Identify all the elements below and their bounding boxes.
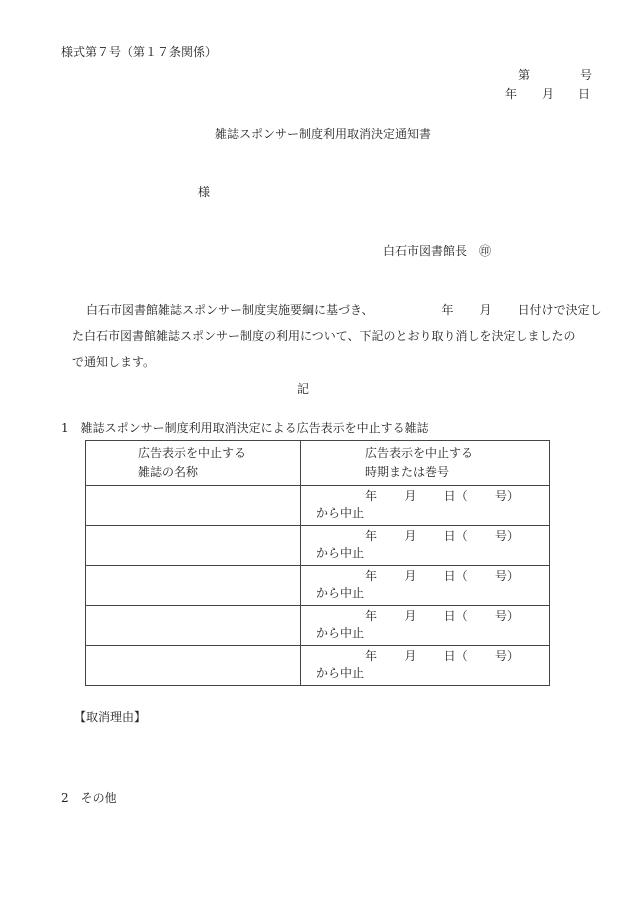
stop-text: から中止 (316, 546, 365, 560)
magazine-name-cell (86, 566, 301, 606)
date-year-label: 年 (365, 529, 378, 543)
page-title: 雑誌スポンサー制度利用取消決定通知書 (215, 127, 432, 141)
table-row (86, 606, 550, 646)
date-month-label: 月 (404, 609, 417, 623)
stop-text: から中止 (316, 666, 365, 680)
issue-number-label: 号） (494, 489, 519, 503)
date-year-label: 年 (365, 649, 378, 663)
date-day-label: 日（ (443, 649, 468, 663)
date-year: 年 (505, 87, 518, 101)
stop-period-cell (301, 566, 550, 606)
col2-header (301, 441, 550, 486)
table-row (86, 526, 550, 566)
body-line1-month: 月 (479, 303, 492, 317)
date-month-label: 月 (404, 529, 417, 543)
date-month-label: 月 (404, 569, 417, 583)
stop-period-cell (301, 646, 550, 686)
body-line1-a: 白石市図書館雑誌スポンサー制度実施要綱に基づき、 (86, 303, 374, 317)
date-day: 日 (578, 87, 591, 101)
col2-header-line1: 広告表示を中止する (365, 446, 474, 460)
body-paragraph (72, 297, 602, 375)
table-header-row (86, 441, 550, 486)
table-row (86, 566, 550, 606)
body-line3: で通知します。 (72, 355, 156, 369)
col1-header-line2: 雑誌の名称 (138, 465, 199, 479)
issue-number-label: 号） (494, 609, 519, 623)
body-line1-year: 年 (441, 303, 454, 317)
date-month: 月 (542, 87, 555, 101)
col2-header-line2: 時期または巻号 (365, 465, 450, 479)
stop-period-cell (301, 526, 550, 566)
stop-period-cell (301, 606, 550, 646)
date-day-label: 日（ (443, 609, 468, 623)
date-day-label: 日（ (443, 569, 468, 583)
issuer: 白石市図書館長 ㊞ (383, 244, 492, 258)
date-month-label: 月 (404, 489, 417, 503)
date-year-label: 年 (365, 569, 378, 583)
stop-period-cell (301, 486, 550, 526)
section2-heading: 2 その他 (61, 791, 117, 805)
issue-number-label: 号） (494, 569, 519, 583)
body-line1-b: 日付けで決定し (517, 303, 602, 317)
addressee-suffix: 様 (198, 185, 211, 199)
magazine-name-cell (86, 526, 301, 566)
form-label: 様式第７号（第１７条関係） (61, 45, 218, 59)
date-day-label: 日（ (443, 489, 468, 503)
magazine-name-cell (86, 486, 301, 526)
col1-header-line1: 広告表示を中止する (138, 446, 247, 460)
cancel-reason-label: 【取消理由】 (74, 710, 147, 724)
doc-number-dai: 第 (518, 68, 531, 82)
date-year-label: 年 (365, 489, 378, 503)
magazine-name-cell (86, 646, 301, 686)
table-row (86, 486, 550, 526)
date-year-label: 年 (365, 609, 378, 623)
doc-number-go: 号 (580, 68, 593, 82)
section1-heading: 1 雑誌スポンサー制度利用取消決定による広告表示を中止する雑誌 (61, 421, 429, 435)
stop-text: から中止 (316, 626, 365, 640)
issue-number-label: 号） (494, 649, 519, 663)
issue-number-label: 号） (494, 529, 519, 543)
body-line2: た白石市図書館雑誌スポンサー制度の利用について、下記のとおり取り消しを決定しましたの (72, 329, 576, 343)
magazine-table (85, 440, 550, 686)
table-row (86, 646, 550, 686)
date-month-label: 月 (404, 649, 417, 663)
col1-header (86, 441, 301, 486)
stop-text: から中止 (316, 586, 365, 600)
date-day-label: 日（ (443, 529, 468, 543)
ki-heading: 記 (297, 382, 310, 396)
stop-text: から中止 (316, 506, 365, 520)
magazine-name-cell (86, 606, 301, 646)
